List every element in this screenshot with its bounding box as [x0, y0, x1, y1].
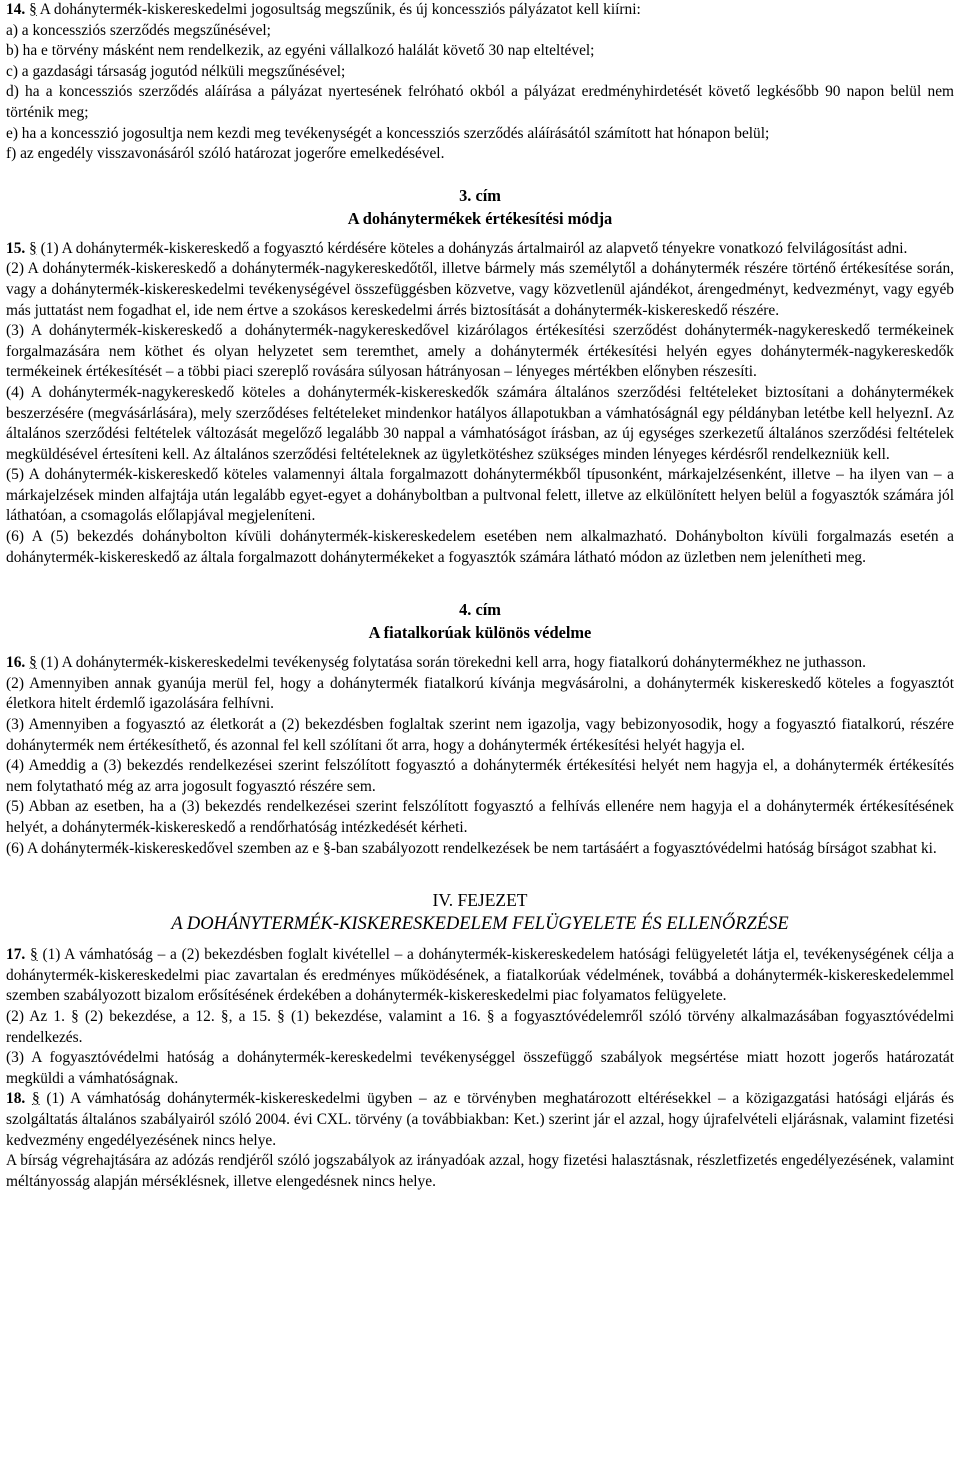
list-item: d) ha a koncessziós szerződés aláírása a pályázat nyertesének felróható okból a pályázat eredményhirdetését követő legkésőbb 90 napon belül nem történik meg; — [6, 83, 954, 121]
paragraph: (3) Amennyiben a fogyasztó az életkorát a (2) bekezdésben foglaltak szerint nem igazolja, vagy bebizonyosodik, hogy a fogyasztó fiatalkorú, részére dohánytermék nem értékesíthető, és azonnal fel kell szólítani őt arra, hogy a dohánytermék értékesítési helyét hagyja el. — [6, 716, 954, 754]
list-item: f) az engedély visszavonásáról szóló határozat jogerőre emelkedésével. — [6, 145, 445, 163]
section-text: (1) A vámhatóság – a (2) bekezdésben foglalt kivétellel – a dohánytermék-kiskereskedelem hatósági felügyeletét látja el, tevékenységének célja a dohánytermék-kiskereskedelmi piac zavartalan és eredményes működésének, a fiatalkorúak védelmének, továbbá a dohánytermék-kiskereskedelemmel szemben szabályozott bizalom erősítésének érdekében a dohánytermék-kiskereskedelmi piac folyamatos felügyelete. — [6, 946, 954, 1005]
chapter-number: IV. FEJEZET — [432, 890, 528, 911]
paragraph: (3) A dohánytermék-kiskereskedő a dohánytermék-nagykereskedővel kizárólagos értékesítési szerződést dohánytermék-nagykereskedő termékeinek forgalmazására nem köthet és olyan helyzetet sem teremthet, amely a dohánytermék értékesítési helyén egyes dohánytermék-nagykereskedők termékeinek értékesítését – a többi piaci szereplő rovására súlyosan hátrányosan – lényeges mértékben előnyben részesíti. — [6, 322, 954, 381]
section-17-paragraph-1 — [6, 945, 954, 1007]
paragraph: (4) Ameddig a (3) bekezdés rendelkezései szerint felszólított fogyasztó a dohánytermék értékesítési helyét nem hagyja el, a dohánytermék értékesítés nem folytatható még az arra jogosult fogyasztó részére sem. — [6, 757, 954, 795]
list-item: c) a gazdasági társaság jogutód nélküli megszűnésével; — [6, 62, 346, 80]
section-number: 16. — [6, 654, 26, 672]
section-number: 14. — [6, 1, 26, 18]
paragraph: (2) A dohánytermék-kiskereskedő a dohánytermék-nagykereskedőtől, illetve bármely más személytől a dohánytermék részére történő értékesítése során, vagy a dohánytermék-kiskereskedelmi tevékenységével összefüggésben közvetve, vagy közvetlenül ajándékot, árengedményt, kedvezményt, vagy egyéb más juttatást nem fogadhat el, ide nem értve a szokásos kereskedelmi árrés biztosítását a dohánytermék-kiskereskedő részére. — [6, 260, 954, 319]
chapter-heading: A DOHÁNYTERMÉK-KISKERESKEDELEM FELÜGYELETE ÉS ELLENŐRZÉSE — [171, 914, 789, 935]
section-text: A dohánytermék-kiskereskedelmi jogosultság megszűnik, és új koncessziós pályázatot kell kiírni: — [36, 1, 641, 18]
paragraph: (2) Az 1. § (2) bekezdése, a 12. §, a 15. § (1) bekezdése, valamint a 16. § a fogyasztóvédelemről szóló törvény alkalmazásában fogyasztóvédelmi rendelkezés. — [6, 1007, 954, 1046]
section-15-paragraph-1 — [6, 239, 954, 260]
section-text: (1) A vámhatóság dohánytermék-kiskereskedelmi ügyben – az e törvényben meghatározott eltérésekkel – a közigazgatási hatósági eljárás és szolgáltatás általános szabályairól szóló 2004. évi CXL. törvény (a továbbiakban: Ket.) szerint jár el azzal, hogy újrafelvételi eljárásnak, valamint fizetési kedvezmény engedélyezésének nincs helye. — [6, 1090, 954, 1149]
paragraph: (5) Abban az esetben, ha a (3) bekezdés rendelkezései szerint felszólított fogyasztó a felhívás ellenére nem hagyja el a dohánytermék értékesítésének helyét, a dohánytermék-kiskereskedő a rendőrhatóság intézkedését kérheti. — [6, 798, 954, 836]
list-item: e) ha a koncesszió jogosultja nem kezdi meg tevékenységét a koncessziós szerződés aláírásától számított hat hónapon belül; — [6, 124, 770, 142]
paragraph: A bírság végrehajtására az adózás rendjéről szóló jogszabályok az irányadóak azzal, hogy fizetési halasztásnak, részletfizetés engedélyezésének, valamint méltányosság alapján mérséklésnek, illetve elengedésnek nincs helye. — [6, 1152, 954, 1190]
section-symbol: § — [29, 239, 37, 257]
section-symbol: § — [29, 1, 37, 18]
section-18-paragraph-1 — [6, 1089, 954, 1151]
section-text: (1) A dohánytermék-kiskereskedő a fogyasztó kérdésére köteles a dohányzás ártalmairól az alapvető tényekre vonatkozó felvilágosítást adni. — [36, 239, 908, 257]
title-heading: A fiatalkorúak különös védelme — [368, 623, 592, 643]
section-number: 18. — [6, 1090, 26, 1108]
paragraph: (6) A dohánytermék-kiskereskedővel szemben az e §-ban szabályozott rendelkezések be nem tartásáért a fogyasztóvédelmi hatóság bírságot szabhat ki. — [6, 839, 937, 857]
list-item: a) a koncessziós szerződés megszűnésével; — [6, 21, 271, 39]
title-number: 3. cím — [459, 185, 501, 205]
section-14-intro — [6, 0, 954, 21]
paragraph: (5) A dohánytermék-kiskereskedő köteles valamennyi általa forgalmazott dohánytermékből típusonként, márkajelzésenként, illetve – ha ilyen van – a márkajelzések minden alfajtája után legalább egyet-egyet a dohányboltban a pultvonal felett, illetve az elkülönített helyen belül a fogyasztók számára jól láthatóan, a csomagolás előlapjával megjeleníteni. — [6, 466, 954, 525]
title-heading: A dohánytermékek értékesítési módja — [347, 208, 613, 228]
section-number: 15. — [6, 239, 26, 257]
section-text: (1) A dohánytermék-kiskereskedelmi tevékenység folytatása során törekedni kell arra, hogy fiatalkorú dohánytermékhez ne juthasson. — [36, 654, 866, 672]
paragraph: (4) A dohánytermék-nagykereskedő köteles a dohánytermék-kiskereskedők számára általános szerződési feltételeket biztosítani a dohánytermékek beszerzésére (megvásárlására), mely szerződéses feltételeket mindenkor hatályos állapotukban a vámhatóságnál egy példányban letétbe kell helyeznI. Az általános szerződési feltételek változását megelőző legalább 30 nappal a vámhatóságot írásban, az új egységes szerkezetű általános szerződési feltételek megküldésével értesíteni kell. Az általános szerződési feltételeknek az ügyletkötéshez szükséges minden lényeges kérdésről rendelkezniük kell. — [6, 383, 954, 463]
section-number: 17. — [6, 946, 26, 964]
section-16-paragraph-1 — [6, 653, 954, 674]
paragraph: (3) A fogyasztóvédelmi hatóság a dohánytermék-kereskedelmi tevékenységgel összefüggő szabályok megsértése miatt hozott jogerős határozatát megküldi a vámhatóságnak. — [6, 1049, 954, 1087]
section-symbol: § — [31, 1090, 40, 1108]
section-symbol: § — [30, 946, 38, 964]
paragraph: (6) A (5) bekezdés dohánybolton kívüli dohánytermék-kiskereskedelem esetében nem alkalmazható. Dohánybolton kívüli forgalmazás esetén a dohánytermék-kiskereskedő az általa forgalmazott dohánytermékeket a fogyasztók számára látható módon az üzletben nem jelenítheti meg. — [6, 528, 954, 566]
list-item: b) ha e törvény másként nem rendelkezik, az egyéni vállalkozó halálát követő 30 nap elteltével; — [6, 42, 595, 60]
title-number: 4. cím — [459, 600, 501, 620]
section-symbol: § — [29, 654, 37, 672]
paragraph: (2) Amennyiben annak gyanúja merül fel, hogy a dohánytermék fiatalkorú kívánja megvásárolni, a dohánytermék kiskereskedő köteles a fogyasztót életkora hitelt érdemlő igazolására felhívni. — [6, 674, 954, 713]
